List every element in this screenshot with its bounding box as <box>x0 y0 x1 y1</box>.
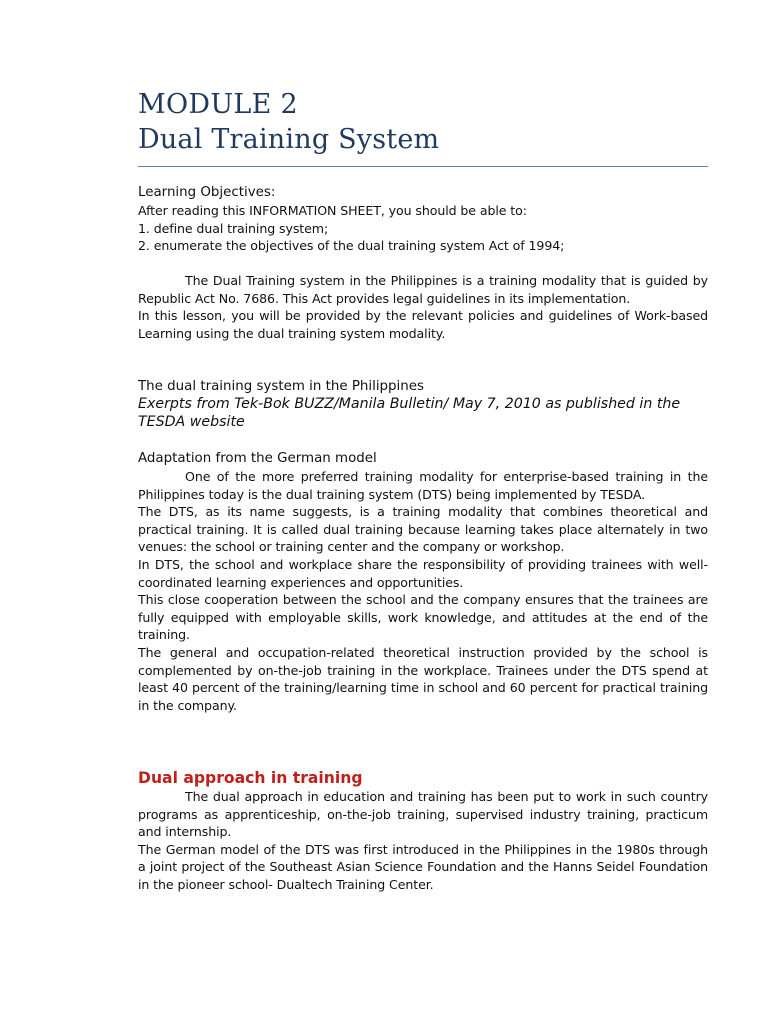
body-paragraph: The general and occupation-related theoretical instruction provided by the school is complemented by on-the-job training in the workplace. Trainees under the DTS spend at least 40 percent of the training/learning time in school and 60 percent for practical training in the company. <box>138 644 708 713</box>
objective-item: 1. define dual training system; <box>138 220 329 236</box>
intro-paragraph: In this lesson, you will be provided by the relevant policies and guidelines of Work-based Learning using the dual training system modality. <box>138 308 708 341</box>
section-heading: The dual training system in the Philippines <box>138 379 424 394</box>
module-number: MODULE 2 <box>138 89 298 120</box>
section-heading: Dual approach in training <box>138 769 363 787</box>
learning-objectives <box>138 184 708 255</box>
objectives-intro: After reading this INFORMATION SHEET, you should be able to: <box>138 203 527 218</box>
objectives-heading: Learning Objectives: <box>138 185 276 200</box>
page-title: Dual Training System <box>138 124 440 155</box>
german-model-section <box>138 450 708 714</box>
objective-item: 2. enumerate the objectives of the dual training system Act of 1994; <box>138 238 565 254</box>
intro-paragraph: The Dual Training system in the Philippines is a training modality that is guided by Republic Act No. 7686. This Act provides legal guidelines in its implementation. <box>138 273 708 306</box>
body-paragraph: The German model of the DTS was first introduced in the Philippines in the 1980s through a joint project of the Southeast Asian Science Foundation and the Hanns Seidel Foundation in the pioneer school- Dualtech Training Center. <box>138 841 708 892</box>
body-paragraph: One of the more preferred training modality for enterprise-based training in the Philippines today is the dual training system (DTS) being implemented by TESDA. <box>138 469 708 502</box>
dts-section-header <box>138 378 708 431</box>
title-block <box>138 88 708 158</box>
title-underline <box>138 166 708 167</box>
body-paragraph: This close cooperation between the school and the company ensures that the trainees are fully equipped with employable skills, work knowledge, and attitudes at the end of the training. <box>138 592 708 643</box>
dual-approach-section <box>138 768 708 894</box>
body-paragraph: In DTS, the school and workplace share the responsibility of providing trainees with well-coordinated learning experiences and opportunities. <box>138 556 708 590</box>
body-paragraph: The DTS, as its name suggests, is a training modality that combines theoretical and practical training. It is called dual training because learning takes place alternately in two venues: the school or training center and the company or workshop. <box>138 504 708 555</box>
section-heading: Adaptation from the German model <box>138 451 377 466</box>
source-citation: Exerpts from Tek-Bok BUZZ/Manila Bulletin/ May 7, 2010 as published in the TESDA website <box>138 396 681 430</box>
intro-section <box>138 272 708 342</box>
body-paragraph: The dual approach in education and training has been put to work in such country programs as apprenticeship, on-the-job training, supervised industry training, practicum and internship. <box>138 789 708 840</box>
